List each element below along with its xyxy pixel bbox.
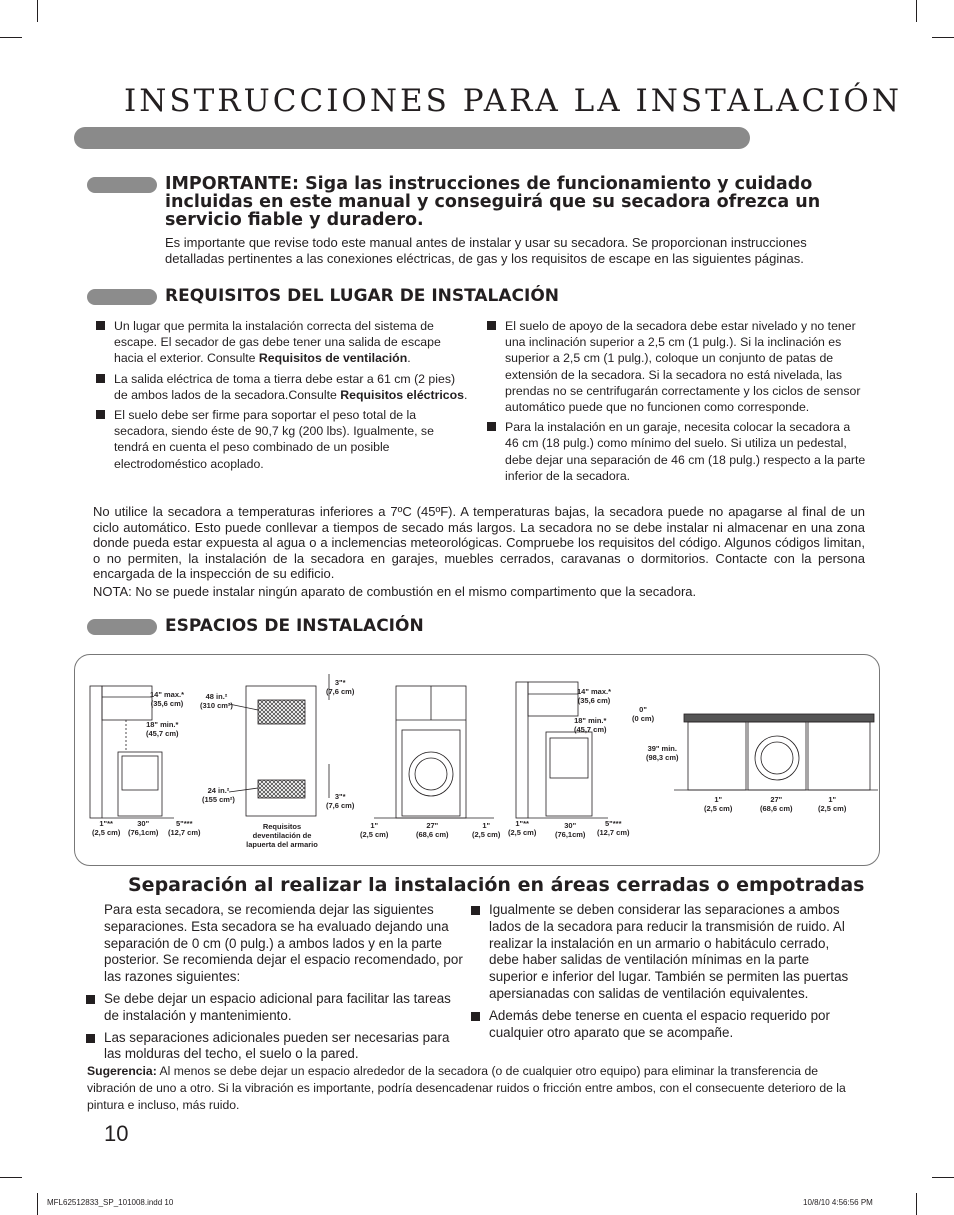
important-heading bbox=[165, 175, 885, 229]
diagram-door-vents bbox=[229, 674, 329, 816]
section-pill bbox=[87, 177, 157, 193]
list-item-text: Igualmente se deben considerar las separaciones a ambos lados de la secadora para reducir la transmisión de ruido. Al realizar la instalación en un armario o habitáculo cerrado, debe haber salidas de ventilación mínimas en la parte superior e inferior del lugar. También se permiten las puertas apersianadas con salidas de ventilación equivalentes. bbox=[489, 902, 849, 1001]
requisitos-left-list bbox=[96, 318, 468, 476]
crop-mark bbox=[932, 37, 954, 38]
dim-value: 30" bbox=[564, 821, 577, 830]
dim-value: (12,7 cm) bbox=[597, 828, 630, 837]
list-item bbox=[96, 371, 468, 403]
requisitos-paragraph: No utilice la secadora a temperaturas inferiores a 7ºC (45ºF). A temperaturas bajas, la secadora puede no apagarse al final de un ciclo automático. Esto puede conllevar a tiempos de secado más largos. La secadora no se debe instalar ni almacenar en una zona donde pueda estar expuesta al agua o a inclemencias meteorológicas. Compruebe los requisitos del código. Algunos códigos limitan, o no permiten, la instalación de la secadora en garajes, muebles cerrados, caravanas o dormitorios. Contacte con la persona encargada de la inspección de su edificio. bbox=[93, 504, 865, 581]
dim-label bbox=[760, 795, 793, 813]
crop-mark bbox=[0, 37, 22, 38]
bullet-square bbox=[86, 1034, 95, 1043]
dim-value: (7,6 cm) bbox=[326, 687, 355, 696]
dim-label bbox=[508, 819, 536, 837]
diagram-closet-front-view bbox=[374, 686, 494, 818]
list-item-text: Un lugar que permita la instalación correcta del sistema de escape. El secador de gas debe tener una salida de escape hacia el exterior. Consulte bbox=[114, 319, 441, 366]
dim-label bbox=[202, 786, 235, 804]
dim-value: (68,6 cm) bbox=[760, 804, 793, 813]
dim-value: 1" bbox=[714, 795, 723, 804]
dim-value: (76,1cm) bbox=[555, 830, 586, 839]
important-rest: : Siga las instrucciones de funcionamiento y cuidado incluidas en este manual y conseguirá que su secadora ofrezca un servicio fiable y duradero. bbox=[165, 174, 821, 230]
list-item bbox=[86, 1030, 466, 1064]
dim-value: (35,6 cm) bbox=[150, 699, 184, 708]
diagram-under-counter bbox=[674, 714, 878, 790]
list-item bbox=[86, 991, 466, 1025]
list-item-text: Las separaciones adicionales pueden ser necesarias para las molduras del techo, el suelo o la pared. bbox=[104, 1029, 450, 1062]
list-item-text: El suelo debe ser firme para soportar el peso total de la secadora, siendo éste de 90,7 kg (200 lbs). Igualmente, se tendrá en cuenta el peso combinado de un posible electrodoméstico acoplado. bbox=[114, 408, 434, 471]
bullet-square bbox=[471, 906, 480, 915]
dim-value: 27" bbox=[770, 795, 783, 804]
dim-label bbox=[574, 716, 607, 734]
section-pill bbox=[87, 619, 157, 635]
crop-mark bbox=[932, 1177, 954, 1178]
page-title: INSTRUCCIONES PARA LA INSTALACIÓN bbox=[124, 83, 902, 119]
dim-label bbox=[416, 821, 449, 839]
title-bar bbox=[74, 127, 750, 149]
list-item bbox=[471, 1008, 861, 1042]
dim-value: (155 cm²) bbox=[202, 795, 235, 804]
dim-label bbox=[146, 720, 179, 738]
dim-value: (76,1cm) bbox=[128, 828, 159, 837]
separacion-left-list bbox=[86, 991, 466, 1068]
list-item-text: Para la instalación en un garaje, necesita colocar la secadora a 46 cm (18 pulg.) como mínimo del suelo. Si utiliza un pedestal, debe dejar una separación de 46 cm (18 pulg.) respecto a la parte inferior de la secadora. bbox=[505, 420, 866, 483]
dim-value: 1"** bbox=[99, 819, 113, 828]
dim-value: (2,5 cm) bbox=[360, 830, 389, 839]
dim-value: 48 in.² bbox=[205, 692, 228, 701]
dim-value: 5"*** bbox=[605, 819, 622, 828]
dim-label bbox=[704, 795, 732, 813]
requisitos-heading: REQUISITOS DEL LUGAR DE INSTALACIÓN bbox=[165, 286, 560, 306]
list-item-bold: Requisitos eléctricos bbox=[340, 387, 464, 402]
list-item bbox=[96, 318, 468, 367]
dim-value: 39" min. bbox=[647, 744, 677, 753]
crop-mark bbox=[37, 0, 38, 22]
list-item-tail: . bbox=[407, 351, 411, 366]
page-number: 10 bbox=[104, 1121, 129, 1146]
sugerencia-label: Sugerencia: bbox=[87, 1064, 157, 1078]
bullet-square bbox=[96, 374, 105, 383]
bullet-square bbox=[96, 410, 105, 419]
dim-value: (310 cm²) bbox=[200, 701, 233, 710]
dim-value: (7,6 cm) bbox=[326, 801, 355, 810]
dim-label bbox=[168, 819, 201, 837]
dim-value: (2,5 cm) bbox=[472, 830, 501, 839]
separacion-right-list bbox=[471, 902, 861, 1046]
bullet-square bbox=[96, 321, 105, 330]
dim-value: 24 in.² bbox=[207, 786, 230, 795]
bullet-square bbox=[487, 422, 496, 431]
footer-file: MFL62512833_SP_101008.indd 10 bbox=[47, 1198, 174, 1207]
important-body: Es importante que revise todo este manual antes de instalar y usar su secadora. Se proporcionan instrucciones detalladas pertinentes a las conexiones eléctricas, de gas y los requisitos de escape en las siguientes páginas. bbox=[165, 235, 807, 266]
dim-value: 27" bbox=[426, 821, 439, 830]
sugerencia bbox=[87, 1063, 867, 1114]
dim-label bbox=[818, 795, 846, 813]
dim-value: (2,5 cm) bbox=[704, 804, 733, 813]
dim-value: 30" bbox=[137, 819, 150, 828]
bullet-square bbox=[487, 321, 496, 330]
dim-value: 1" bbox=[370, 821, 379, 830]
crop-mark bbox=[916, 0, 917, 22]
list-item-tail: . bbox=[463, 387, 468, 402]
dim-value: (98,3 cm) bbox=[646, 753, 679, 762]
dim-value: (45,7 cm) bbox=[146, 729, 179, 738]
dim-value: 1" bbox=[482, 821, 491, 830]
dim-label bbox=[646, 744, 679, 762]
dim-label bbox=[360, 821, 388, 839]
dim-label bbox=[555, 821, 585, 839]
dim-value: (35,6 cm) bbox=[577, 696, 611, 705]
list-item-text: Se debe dejar un espacio adicional para facilitar las tareas de instalación y mantenimiento. bbox=[104, 991, 451, 1023]
footer-timestamp: 10/8/10 4:56:56 PM bbox=[803, 1198, 873, 1207]
dim-value: 14" max.* bbox=[150, 690, 184, 699]
dim-label bbox=[577, 687, 611, 705]
dim-value: 1" bbox=[828, 795, 837, 804]
dim-value: (2,5 cm) bbox=[508, 828, 537, 837]
dim-value: (2,5 cm) bbox=[92, 828, 121, 837]
dim-value: (12,7 cm) bbox=[168, 828, 201, 837]
dim-value: 0" bbox=[639, 705, 647, 714]
dim-value: 3"* bbox=[334, 792, 346, 801]
dim-label bbox=[128, 819, 158, 837]
section-pill bbox=[87, 289, 157, 305]
dim-label bbox=[326, 792, 354, 810]
nota: NOTA: No se puede instalar ningún aparato de combustión en el mismo compartimento que la secadora. bbox=[93, 584, 697, 599]
separacion-heading: Separación al realizar la instalación en áreas cerradas o empotradas bbox=[128, 874, 865, 896]
list-item bbox=[96, 407, 468, 472]
dim-value: (0 cm) bbox=[632, 714, 655, 723]
list-item-text: El suelo de apoyo de la secadora debe estar nivelado y no tener una inclinación superior a 2,5 cm (1 pulg.). Si la inclinación es superior a 2,5 cm (1 pulg.), coloque un conjunto de patas de extensión de la secadora. Si la secadora no está nivelada, las prendas no se centrifugarán correctamente y los ciclos de sensor automático puede que no funcionen como corresponde. bbox=[505, 319, 861, 415]
crop-mark bbox=[0, 1177, 22, 1178]
list-item-bold: Requisitos de ventilación bbox=[258, 351, 408, 366]
dim-label bbox=[326, 678, 354, 696]
list-item bbox=[487, 318, 867, 415]
dim-value: (2,5 cm) bbox=[818, 804, 847, 813]
list-item bbox=[487, 419, 867, 484]
requisitos-right-list bbox=[487, 318, 867, 488]
list-item bbox=[471, 902, 861, 1003]
diagram-caption: Requisitos deventilación de lapuerta del armario bbox=[246, 822, 318, 849]
dim-value: 5"*** bbox=[176, 819, 193, 828]
sugerencia-text: Al menos se debe dejar un espacio alrededor de la secadora (o de cualquier otro equipo) para eliminar la transferencia de vibración de uno a otro. Si la vibración es importante, podría desencadenar ruidos o fricción entre ambos, con el consecuente deterioro de la pintura e incluso, más ruido. bbox=[87, 1064, 846, 1112]
dim-label bbox=[472, 821, 500, 839]
crop-mark bbox=[916, 1193, 917, 1215]
dim-value: 1"** bbox=[515, 819, 529, 828]
bullet-square bbox=[471, 1012, 480, 1021]
crop-mark bbox=[37, 1193, 38, 1215]
dim-value: 3"* bbox=[334, 678, 346, 687]
dim-label bbox=[92, 819, 120, 837]
separacion-intro: Para esta secadora, se recomienda dejar las siguientes separaciones. Esta secadora se ha evaluado dejando una separación de 0 cm (0 pulg.) a ambos lados y en la parte posterior. Se recomienda dejar el espacio recomendado, por las razones siguientes: bbox=[104, 902, 463, 985]
dim-label bbox=[200, 692, 233, 710]
dim-value: (45,7 cm) bbox=[574, 725, 607, 734]
dim-value: 18" min.* bbox=[146, 720, 179, 729]
dim-value: (68,6 cm) bbox=[416, 830, 449, 839]
list-item-text: La salida eléctrica de toma a tierra debe estar a 61 cm (2 pies) de ambos lados de la secadora.Consulte bbox=[114, 371, 456, 402]
dim-value: 18" min.* bbox=[574, 716, 607, 725]
dim-label bbox=[632, 705, 654, 723]
dim-label bbox=[597, 819, 630, 837]
important-lead: IMPORTANTE bbox=[165, 174, 292, 194]
dim-value: 14" max.* bbox=[577, 687, 611, 696]
dim-label bbox=[150, 690, 184, 708]
list-item-text: Además debe tenerse en cuenta el espacio requerido por cualquier otro aparato que se acompañe. bbox=[489, 1007, 830, 1040]
bullet-square bbox=[86, 995, 95, 1004]
espacios-heading: ESPACIOS DE INSTALACIÓN bbox=[165, 616, 424, 636]
